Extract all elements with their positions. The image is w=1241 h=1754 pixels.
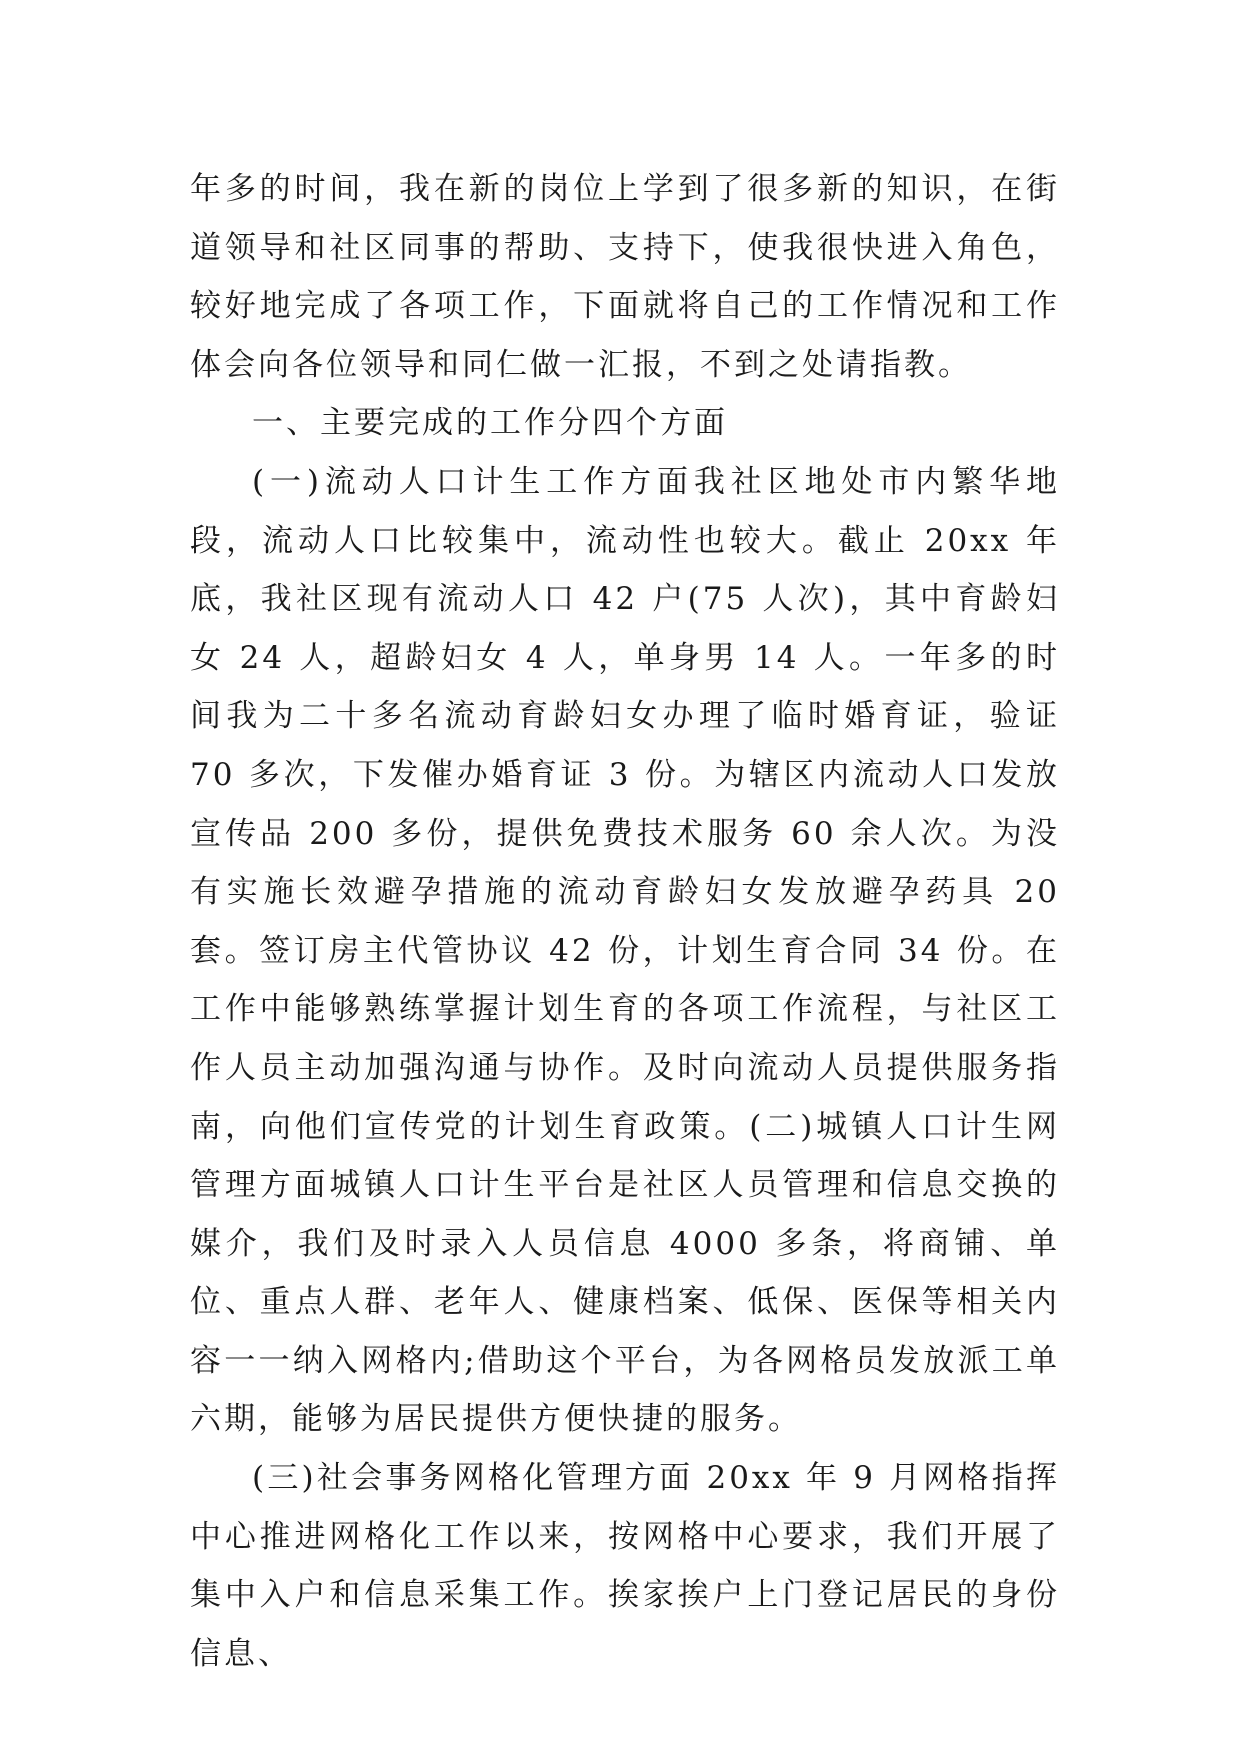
paragraph-intro: 年多的时间，我在新的岗位上学到了很多新的知识，在街道领导和社区同事的帮助、支持下，使我很快进入角色，较好地完成了各项工作，下面就将自己的工作情况和工作体会向各位领导和同仁做一汇报，不到之处请指教。 [190,171,1060,383]
document-body [190,160,1060,1683]
paragraph-grid-management: (三)社会事务网格化管理方面 20xx 年 9 月网格指挥中心推进网格化工作以来，按网格中心要求，我们开展了集中入户和信息采集工作。挨家挨户上门登记居民的身份信息、 [190,1460,1060,1672]
section-heading-main-work: 一、主要完成的工作分四个方面 [252,405,728,442]
paragraph-floating-population: (一)流动人口计生工作方面我社区地处市内繁华地段，流动人口比较集中，流动性也较大。截止 20xx 年底，我社区现有流动人口 42 户(75 人次)，其中育龄妇女 24 人，超龄妇女 4 人，单身男 14 人。一年多的时间我为二十多名流动育龄妇女办理了临时婚育证，验证 70 多次，下发催办婚育证 3 份。为辖区内流动人口发放宣传品 200 多份，提供免费技术服务 60 余人次。为没有实施长效避孕措施的流动育龄妇女发放避孕药具 20 套。签订房主代管协议 42 份，计划生育合同 34 份。在工作中能够熟练掌握计划生育的各项工作流程，与社区工作人员主动加强沟通与协作。及时向流动人员提供服务指南，向他们宣传党的计划生育政策。(二)城镇人口计生网管理方面城镇人口计生平台是社区人员管理和信息交换的媒介，我们及时录入人员信息 4000 多条，将商铺、单位、重点人群、老年人、健康档案、低保、医保等相关内容一一纳入网格内;借助这个平台，为各网格员发放派工单六期，能够为居民提供方便快捷的服务。 [190,463,1060,1438]
